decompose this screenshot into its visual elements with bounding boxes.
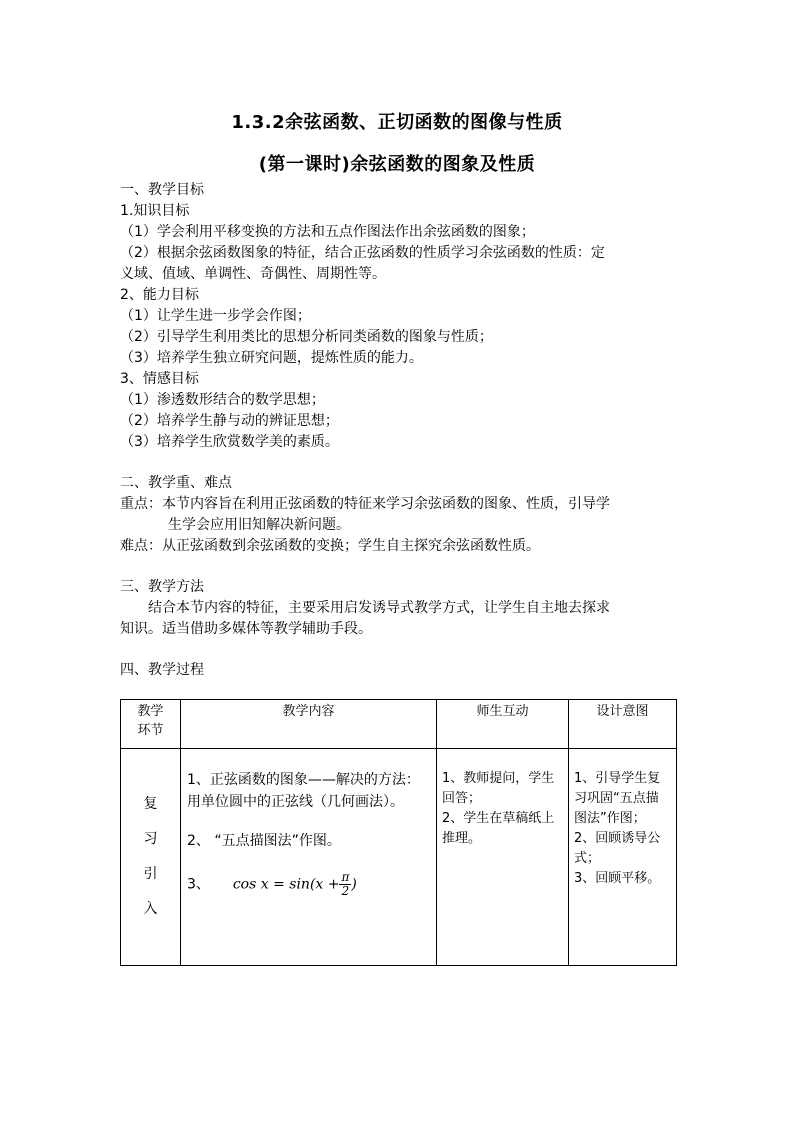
goal-emotion-item-3: （3）培养学生欣赏数学美的素质。 <box>120 434 339 450</box>
goal-emotion-heading: 3、情感目标 <box>120 371 199 387</box>
document-subtitle: (第一课时)余弦函数的图象及性质 <box>258 154 536 175</box>
document-title: 1.3.2余弦函数、正切函数的图像与性质 <box>231 112 563 133</box>
content-cell <box>181 749 437 966</box>
formula-denominator: 2 <box>341 884 350 898</box>
formula-numerator: π <box>341 870 350 884</box>
content-item-1: 1、正弦函数的图象——解决的方法：用单位圆中的正弦线（几何画法）。 <box>187 772 420 810</box>
stage-char-1: 复 <box>143 796 158 812</box>
goal-ability-item-1: （1）让学生进一步学会作图； <box>120 308 311 324</box>
key-point-line-a: 重点：本节内容旨在利用正弦函数的特征来学习余弦函数的图象、性质，引导学 <box>120 496 610 512</box>
table-header-row <box>121 700 677 749</box>
content-item-2: 2、 “五点描图法”作图。 <box>187 833 341 849</box>
header-stage-line-2: 环节 <box>137 723 164 738</box>
section-heading-objectives: 一、教学目标 <box>120 182 204 198</box>
header-cell-content: 教学内容 <box>181 700 437 749</box>
process-table <box>120 699 677 966</box>
stage-char-3: 引 <box>143 866 158 882</box>
formula-left: cos x = sin(x + <box>232 876 340 893</box>
key-point-line-b: 生学会应用旧知解决新问题。 <box>168 517 350 533</box>
section-heading-key-points: 二、教学重、难点 <box>120 475 232 491</box>
header-cell-interaction: 师生互动 <box>437 700 569 749</box>
intent-item-1: 1、引导学生复习巩固“五点描图法”作图； <box>574 771 661 826</box>
goal-knowledge-item-2a: （2）根据余弦函数图象的特征，结合正弦函数的性质学习余弦函数的性质：定 <box>120 245 605 261</box>
goal-ability-item-2: （2）引导学生利用类比的思想分析同类函数的图象与性质； <box>120 329 493 345</box>
interaction-cell <box>437 749 569 966</box>
table-row <box>121 749 677 966</box>
formula-fraction <box>339 871 351 898</box>
stage-cell <box>121 749 181 966</box>
stage-char-4: 入 <box>143 901 158 917</box>
methods-body-a: 结合本节内容的特征，主要采用启发诱导式教学方式，让学生自主地去探求 <box>148 600 610 616</box>
intent-item-3: 3、回顾平移。 <box>574 871 661 886</box>
goal-knowledge-item-1: （1）学会利用平移变换的方法和五点作图法作出余弦函数的图象； <box>120 224 535 240</box>
goal-ability-item-3: （3）培养学生独立研究问题，提炼性质的能力。 <box>120 350 423 366</box>
difficult-point: 难点：从正弦函数到余弦函数的变换；学生自主探究余弦函数性质。 <box>120 538 540 554</box>
intent-cell <box>569 749 677 966</box>
header-cell-stage <box>121 700 181 749</box>
goal-emotion-item-2: （2）培养学生静与动的辨证思想； <box>120 413 339 429</box>
content-item-3-prefix: 3、 <box>187 876 210 893</box>
section-heading-process: 四、教学过程 <box>120 662 204 678</box>
header-stage-line-1: 教学 <box>137 704 164 719</box>
goal-knowledge-item-2b: 义域、值域、单调性、奇偶性、周期性等。 <box>120 266 386 282</box>
intent-item-2: 2、回顾诱导公式； <box>574 831 661 866</box>
goal-ability-heading: 2、能力目标 <box>120 287 199 303</box>
content-item-3 <box>187 871 430 898</box>
goal-knowledge-heading: 1.知识目标 <box>120 203 190 219</box>
stage-char-2: 习 <box>143 831 158 847</box>
section-heading-methods: 三、教学方法 <box>120 579 204 595</box>
interaction-item-1: 1、教师提问，学生回答； <box>442 771 555 806</box>
methods-body-b: 知识。适当借助多媒体等教学辅助手段。 <box>120 621 372 637</box>
formula-right: ) <box>351 876 357 893</box>
header-cell-intent: 设计意图 <box>569 700 677 749</box>
interaction-item-2: 2、学生在草稿纸上推理。 <box>442 811 555 846</box>
goal-emotion-item-1: （1）渗透数形结合的数学思想； <box>120 392 325 408</box>
